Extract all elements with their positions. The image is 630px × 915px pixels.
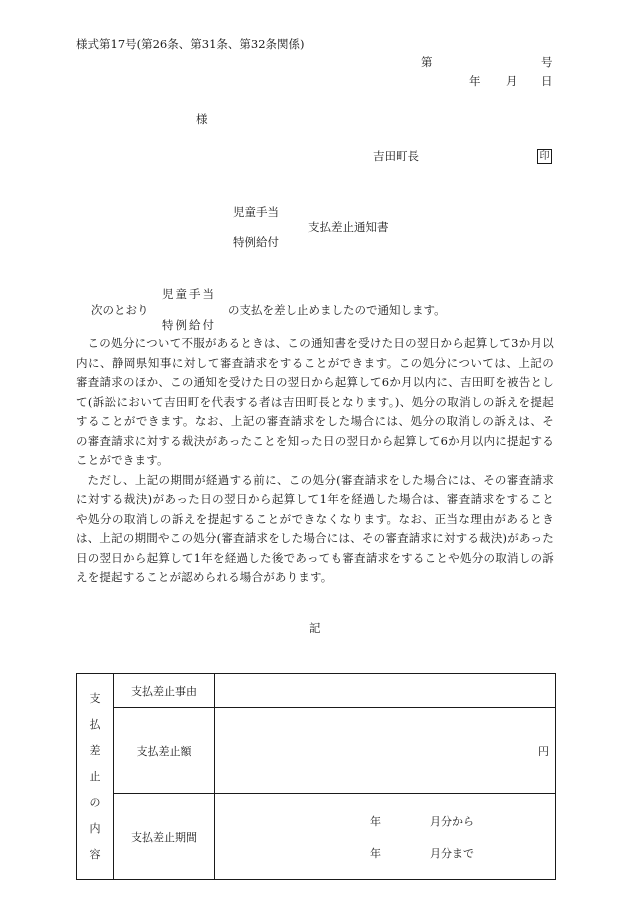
section-label-char: の — [89, 795, 101, 809]
addressee-suffix: 様 — [196, 112, 208, 126]
section-label — [77, 674, 114, 880]
section-label-char: 容 — [89, 847, 101, 861]
row3-label: 支払差止期間 — [114, 794, 215, 880]
notice-suffix: の支払を差し止めましたので通知します。 — [228, 303, 446, 317]
period-from-month: 月分から — [430, 815, 474, 828]
date-year: 年 — [469, 74, 481, 88]
amount-unit: 円 — [538, 744, 549, 758]
notice-prefix: 次のとおり — [91, 303, 149, 317]
section-label-char: 差 — [89, 743, 101, 757]
body-text — [76, 334, 554, 588]
notice-choice1: 児童手当 — [162, 287, 216, 301]
row2-value[interactable] — [215, 708, 556, 794]
paragraph-1: この処分について不服があるときは、この通知書を受けた日の翌日から起算して3か月以内に、静岡県知事に対して審査請求をすることができます。この処分については、上記の審査請求のほか、この通知を受けた日の翌日から起算して6か月以内に、吉田町を被告として(訴訟において吉田町を代表する者は吉田町長となります。)、処分の取消しの訴えを提起することができます。なお、上記の審査請求をした場合には、処分の取消しの訴えは、その審査請求に対する裁決があったことを知った日の翌日から起算して6か月以内に提起することができます。 — [76, 336, 554, 467]
row1-value[interactable] — [215, 674, 556, 708]
doc-number-prefix: 第 — [421, 55, 433, 69]
title-line3: 特例給付 — [233, 235, 279, 249]
section-label-char: 内 — [89, 821, 101, 835]
form-number: 様式第17号(第26条、第31条、第32条関係) — [76, 37, 305, 51]
seal-mark — [537, 149, 552, 164]
doc-number-suffix: 号 — [541, 55, 553, 69]
period-from-year: 年 — [370, 815, 381, 828]
seal-icon: 印 — [537, 149, 552, 164]
row2-label: 支払差止額 — [114, 708, 215, 794]
period-to-month: 月分まで — [430, 847, 474, 860]
date-month: 月 — [506, 74, 518, 88]
section-label-char: 払 — [89, 717, 101, 731]
issuer-name: 吉田町長 — [373, 149, 419, 163]
title-line1: 児童手当 — [233, 205, 279, 219]
row1-label: 支払差止事由 — [114, 674, 215, 708]
section-label-char: 支 — [89, 691, 101, 705]
ki-mark: 記 — [309, 621, 321, 635]
detail-table — [76, 673, 556, 880]
row3-value[interactable] — [215, 794, 556, 880]
date-day: 日 — [541, 74, 553, 88]
period-to-year: 年 — [370, 847, 381, 860]
section-label-char: 止 — [89, 769, 101, 783]
page-title: 支払差止通知書 — [308, 220, 389, 234]
paragraph-2: ただし、上記の期間が経過する前に、この処分(審査請求をした場合には、その審査請求に対する裁決)があった日の翌日から起算して1年を経過した場合は、審査請求をすることや処分の取消しの訴えを提起することができなくなります。なお、正当な理由があるときは、上記の期間やこの処分(審査請求をした場合には、その審査請求に対する裁決)があった日の翌日から起算して1年を経過した後であっても審査請求をすることや処分の取消しの訴えを提起することが認められる場合があります。 — [76, 472, 554, 584]
notice-choice2: 特例給付 — [162, 318, 216, 332]
